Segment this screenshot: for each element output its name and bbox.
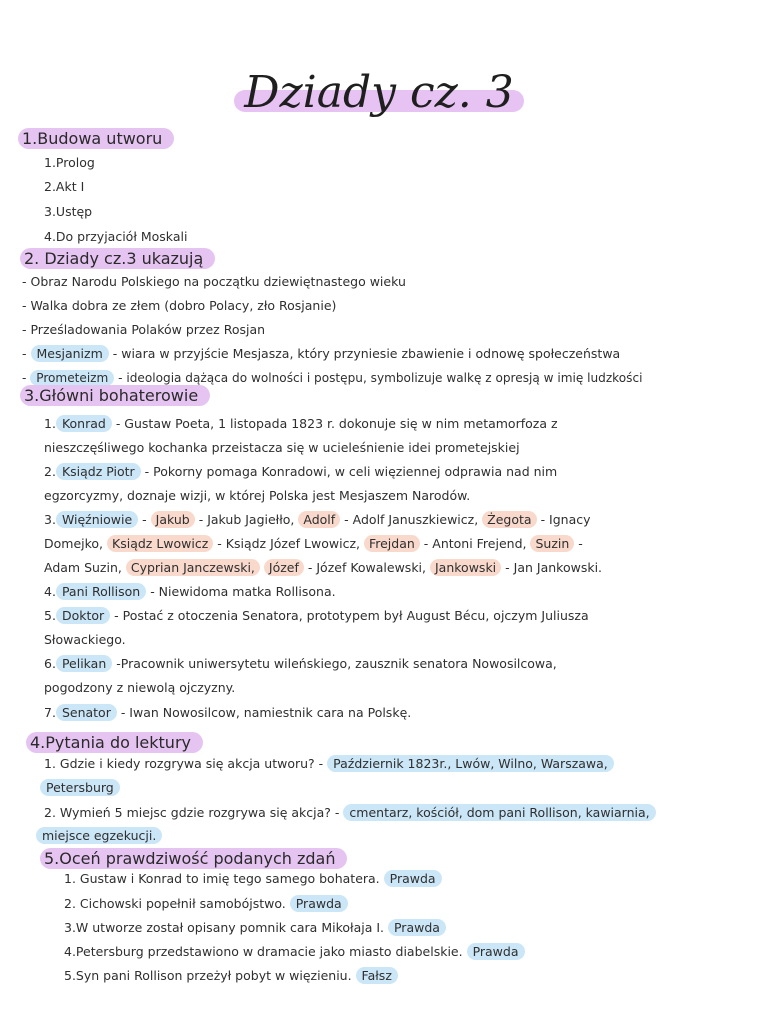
section-4-heading (26, 732, 203, 754)
answer-text: cmentarz, kościół, dom pani Rollison, kawiarnia, (343, 804, 655, 821)
statement-text: 4.Petersburg przedstawiono w dramacie jako miasto diabelskie. (64, 944, 463, 959)
prisoner-name: - Ignacy (540, 512, 591, 527)
section-5-heading (40, 848, 347, 870)
section-4-heading-text: 4.Pytania do lektury (26, 732, 203, 753)
term-jakub: Jakub (151, 511, 195, 528)
character-wiezniowie-cont (44, 558, 602, 578)
statement-text: 2. Cichowski popełnił samobójstwo. (64, 896, 286, 911)
term-konrad: Konrad (56, 415, 112, 432)
prisoner-name: - Jakub Jagiełło, (198, 512, 295, 527)
item-number: 2. (44, 464, 56, 479)
prisoner-name: Adam Suzin, (44, 560, 122, 575)
term-pani-rollison: Pani Rollison (56, 583, 146, 600)
list-item: - Prześladowania Polaków przez Rosjan (22, 322, 266, 337)
term-ksiadz-piotr: Ksiądz Piotr (56, 463, 141, 480)
question-2 (44, 803, 656, 823)
character-description: - Gustaw Poeta, 1 listopada 1823 r. dokonuje się w nim metamorfoza z (115, 416, 558, 431)
prisoner-name: - Józef Kowalewski, (307, 560, 427, 575)
character-description: -Pracownik uniwersytetu wileńskiego, zausznik senatora Nowosilcowa, (116, 656, 557, 671)
statement-text: 3.W utworze został opisany pomnik cara Mikołaja I. (64, 920, 384, 935)
term-cyprian: Cyprian Janczewski, (126, 559, 260, 576)
list-item: - Walka dobra ze złem (dobro Polacy, zło Rosjanie) (22, 298, 337, 313)
term-wiezniowie: Więźniowie (56, 511, 138, 528)
term-senator: Senator (56, 704, 117, 721)
item-number: 1. (44, 416, 56, 431)
character-doktor (44, 606, 589, 626)
dash: - (22, 371, 27, 385)
answer-text: Petersburg (40, 779, 120, 796)
question-text: 1. Gdzie i kiedy rozgrywa się akcja utworu? - (44, 756, 324, 771)
prisoner-name: - Antoni Frejend, (423, 536, 527, 551)
section-2-heading (20, 248, 215, 270)
character-description: - Iwan Nowosilcow, namiestnik cara na Polskę. (120, 705, 412, 720)
character-description: - Niewidoma matka Rollisona. (150, 584, 336, 599)
character-description-cont: nieszczęśliwego kochanka przeistacza się w ucieleśnienie idei prometejskiej (44, 440, 520, 455)
prisoner-name: - Jan Jankowski. (505, 560, 603, 575)
term-frejdan: Frejdan (364, 535, 420, 552)
statement (64, 966, 398, 986)
term-adolf: Adolf (298, 511, 340, 528)
list-item: - Obraz Narodu Polskiego na początku dziewiętnastego wieku (22, 274, 406, 289)
statement (64, 869, 442, 889)
dash: - (578, 536, 583, 551)
term-pelikan: Pelikan (56, 655, 112, 672)
prisoner-name: - Ksiądz Józef Lwowicz, (217, 536, 360, 551)
statement-answer: Prawda (388, 919, 446, 936)
character-senator (44, 703, 411, 723)
character-description-cont: Słowackiego. (44, 632, 126, 647)
list-item: 3.Ustęp (44, 204, 93, 219)
item-number: 5. (44, 608, 56, 623)
character-wiezniowie (44, 510, 591, 530)
term-definition: - wiara w przyjście Mesjasza, który przyniesie zbawienie i odnowę społeczeństwa (112, 346, 621, 361)
term-mesjanizm: Mesjanizm (31, 345, 109, 362)
statement-answer: Fałsz (356, 967, 398, 984)
term-definition: - ideologia dążąca do wolności i postępu, symbolizuje walkę z opresją w imię ludzkości (118, 371, 643, 385)
statement-answer: Prawda (290, 895, 348, 912)
question-1 (44, 754, 614, 774)
answer-text: Październik 1823r., Lwów, Wilno, Warszawa, (327, 755, 614, 772)
dash: - (22, 346, 27, 361)
term-prometeizm: Prometeizm (30, 370, 114, 386)
character-pelikan (44, 654, 557, 674)
list-item (22, 344, 620, 364)
statement-text: 5.Syn pani Rollison przeżył pobyt w więzieniu. (64, 968, 352, 983)
section-3-heading (20, 385, 210, 407)
page-title: Dziady cz. 3 (244, 67, 514, 118)
character-description-cont: pogodzony z niewolą ojczyzny. (44, 680, 236, 695)
character-piotr (44, 462, 557, 482)
character-wiezniowie-cont (44, 534, 583, 554)
statement (64, 942, 525, 962)
list-item: 1.Prolog (44, 155, 95, 170)
question-text: 2. Wymień 5 miejsc gdzie rozgrywa się akcja? - (44, 805, 340, 820)
question-2-answer-cont (36, 826, 162, 846)
list-item: 4.Do przyjaciół Moskali (44, 229, 188, 244)
character-rollison (44, 582, 336, 602)
item-number: 7. (44, 705, 56, 720)
answer-text: miejsce egzekucji. (36, 827, 162, 844)
term-jozef: Józef (264, 559, 304, 576)
section-2-heading-text: 2. Dziady cz.3 ukazują (20, 248, 215, 269)
character-description-cont: egzorcyzmy, doznaje wizji, w której Polska jest Mesjaszem Narodów. (44, 488, 471, 503)
term-zegota: Żegota (482, 511, 536, 528)
term-jankowski: Jankowski (430, 559, 501, 576)
statement-answer: Prawda (384, 870, 442, 887)
character-konrad (44, 414, 558, 434)
section-3-heading-text: 3.Główni bohaterowie (20, 385, 210, 406)
statement-answer: Prawda (467, 943, 525, 960)
statement (64, 918, 446, 938)
section-1-heading (18, 128, 174, 150)
character-description: - Postać z otoczenia Senatora, prototypem był August Bécu, ojczym Juliusza (114, 608, 589, 623)
term-ksiadz-lwowicz: Ksiądz Lwowicz (107, 535, 213, 552)
prisoner-name: - Adolf Januszkiewicz, (344, 512, 479, 527)
section-5-heading-text: 5.Oceń prawdziwość podanych zdań (40, 848, 347, 869)
dash: - (142, 512, 147, 527)
question-1-answer-cont (40, 778, 120, 798)
statement (64, 894, 348, 914)
section-1-heading-text: 1.Budowa utworu (18, 128, 174, 149)
item-number: 3. (44, 512, 56, 527)
term-doktor: Doktor (56, 607, 110, 624)
prisoner-name: Domejko, (44, 536, 104, 551)
term-suzin: Suzin (530, 535, 574, 552)
title-block (234, 62, 524, 124)
item-number: 6. (44, 656, 56, 671)
list-item: 2.Akt I (44, 179, 85, 194)
item-number: 4. (44, 584, 56, 599)
statement-text: 1. Gustaw i Konrad to imię tego samego bohatera. (64, 871, 380, 886)
character-description: - Pokorny pomaga Konradowi, w celi więziennej odprawia nad nim (144, 464, 558, 479)
